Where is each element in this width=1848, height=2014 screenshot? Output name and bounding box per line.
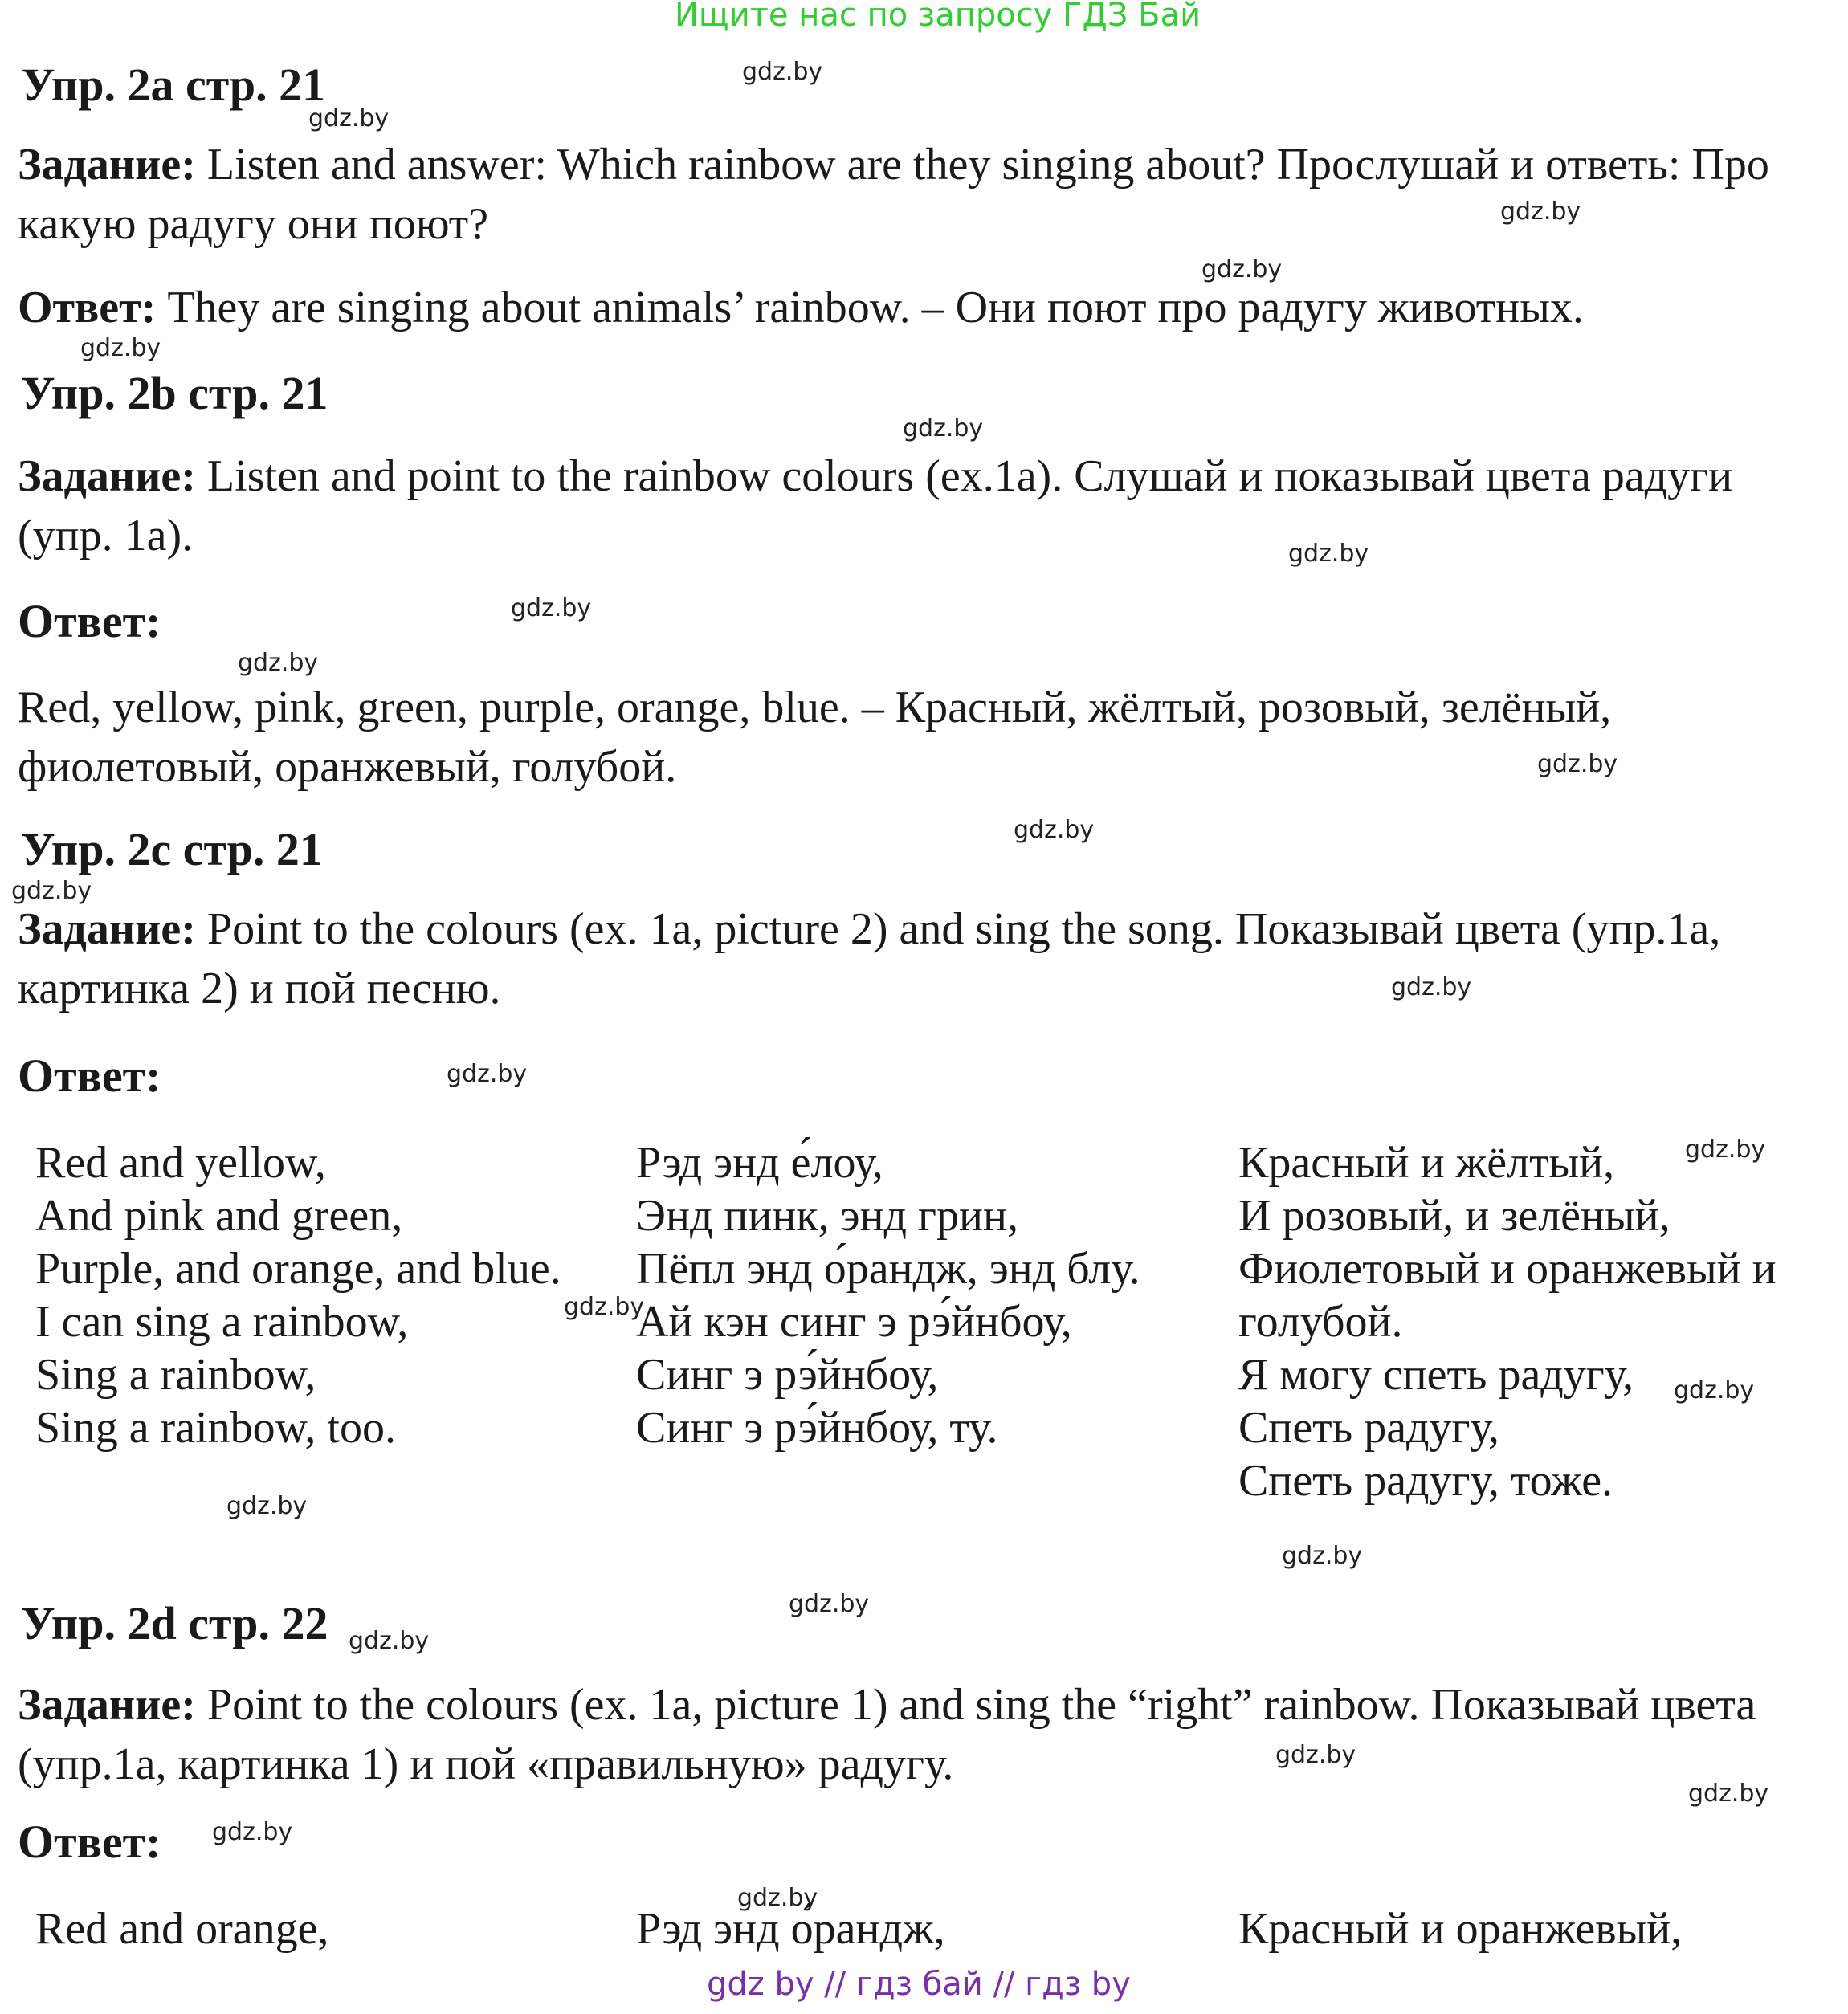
song-line-transcription: Пёпл энд о́рандж, энд блу. <box>636 1244 1140 1294</box>
song-line-ru: Красный и оранжевый, <box>1238 1904 1683 1954</box>
task-label: Задание: <box>18 451 196 501</box>
watermark: gdz.by <box>349 1627 430 1655</box>
ex2a-answer <box>18 278 1584 337</box>
watermark: gdz.by <box>447 1060 528 1088</box>
watermark: gdz.by <box>742 58 823 86</box>
watermark: gdz.by <box>1201 255 1283 283</box>
watermark: gdz.by <box>1685 1135 1766 1164</box>
ex2b-answer-text: Red, yellow, pink, green, purple, orange, blue. – Красный, жёлтый, розовый, зелёный, фиолетовый, оранжевый, голубой. <box>18 683 1612 792</box>
task-label: Задание: <box>18 904 196 954</box>
ex2c-heading: Упр. 2c стр. 21 <box>21 823 323 875</box>
ex2c-task-text: Point to the colours (ex. 1a, picture 2) and sing the song. Показывай цвета (упр.1a, картинка 2) и пой песню. <box>18 904 1721 1013</box>
song-line-en: And pink and green, <box>35 1191 403 1241</box>
watermark: gdz.by <box>1674 1376 1755 1404</box>
song-line-ru: Красный и жёлтый, <box>1238 1138 1615 1188</box>
song-line-ru: И розовый, и зелёный, <box>1238 1191 1671 1241</box>
song-line-en: Purple, and orange, and blue. <box>35 1244 561 1294</box>
ex2b-answer-label: Ответ: <box>18 595 161 647</box>
ex2a-heading: Упр. 2a стр. 21 <box>21 59 326 111</box>
song-line-ru: Я могу спеть радугу, <box>1238 1350 1634 1400</box>
song-line-transcription: Рэд энд е́лоу, <box>636 1138 883 1188</box>
ex2c-answer-label: Ответ: <box>18 1050 161 1102</box>
watermark: gdz.by <box>789 1590 870 1618</box>
watermark: gdz.by <box>511 594 592 622</box>
watermark: gdz.by <box>1014 816 1095 844</box>
watermark: gdz.by <box>308 104 390 132</box>
watermark: gdz.by <box>1537 750 1618 778</box>
song-line-en: Red and orange, <box>35 1904 329 1954</box>
watermark: gdz.by <box>1391 973 1472 1001</box>
watermark: gdz.by <box>903 414 984 442</box>
ex2b-task-text: Listen and point to the rainbow colours (ex.1a). Слушай и показывай цвета радуги (упр. 1a). <box>18 451 1733 561</box>
answer-label: Ответ: <box>18 283 157 332</box>
song-line-ru: голубой. <box>1238 1297 1403 1347</box>
watermark: gdz.by <box>238 649 319 677</box>
watermark: gdz.by <box>226 1492 308 1520</box>
song-line-transcription: Рэд энд о́рандж, <box>636 1904 945 1954</box>
song-line-en: Sing a rainbow, too. <box>35 1403 396 1453</box>
watermark: gdz.by <box>1282 1542 1363 1570</box>
song-line-en: I can sing a rainbow, <box>35 1297 409 1347</box>
ex2b-heading: Упр. 2b стр. 21 <box>21 367 328 419</box>
ex2d-answer-label: Ответ: <box>18 1816 161 1868</box>
song-line-transcription: Синг э рэ́йнбоу, <box>636 1350 939 1400</box>
watermark: gdz.by <box>11 877 92 905</box>
song-line-transcription: Энд пинк, энд грин, <box>636 1191 1018 1241</box>
top-banner[interactable]: Ищите нас по запросу ГДЗ Бай <box>675 0 1201 34</box>
song-line-transcription: Ай кэн синг э рэ́йнбоу, <box>636 1297 1072 1347</box>
song-line-ru: Фиолетовый и оранжевый и <box>1238 1244 1777 1294</box>
song-line-en: Sing a rainbow, <box>35 1350 316 1400</box>
ex2a-task <box>18 135 1833 254</box>
ex2c-task <box>18 899 1833 1018</box>
ex2a-task-text: Listen and answer: Which rainbow are they singing about? Прослушай и ответь: Про какую радугу они поют? <box>18 140 1769 249</box>
ex2d-task-text: Point to the colours (ex. 1a, picture 1) and sing the “right” rainbow. Показывай цвета (упр.1a, картинка 1) и пой «правильную» радугу. <box>18 1680 1756 1789</box>
watermark: gdz.by <box>1500 198 1581 226</box>
watermark: gdz.by <box>1288 540 1369 568</box>
task-label: Задание: <box>18 140 196 190</box>
task-label: Задание: <box>18 1680 196 1730</box>
ex2d-task <box>18 1675 1833 1794</box>
ex2d-heading: Упр. 2d стр. 22 <box>21 1597 328 1649</box>
watermark: gdz.by <box>212 1818 293 1846</box>
watermark: gdz.by <box>80 334 161 362</box>
song-line-en: Red and yellow, <box>35 1138 326 1188</box>
song-line-transcription: Синг э рэ́йнбоу, ту. <box>636 1403 998 1453</box>
watermark: gdz.by <box>737 1884 818 1912</box>
ex2b-task <box>18 446 1833 565</box>
song-line-ru: Спеть радугу, тоже. <box>1238 1456 1613 1506</box>
ex2a-answer-text: They are singing about animals’ rainbow. – Они поют про радугу животных. <box>167 283 1584 332</box>
song-line-ru: Спеть радугу, <box>1238 1403 1499 1453</box>
bottom-banner[interactable]: gdz by // гдз бай // гдз by <box>707 1966 1131 2003</box>
watermark: gdz.by <box>564 1293 645 1321</box>
watermark: gdz.by <box>1275 1741 1356 1769</box>
watermark: gdz.by <box>1688 1780 1769 1808</box>
